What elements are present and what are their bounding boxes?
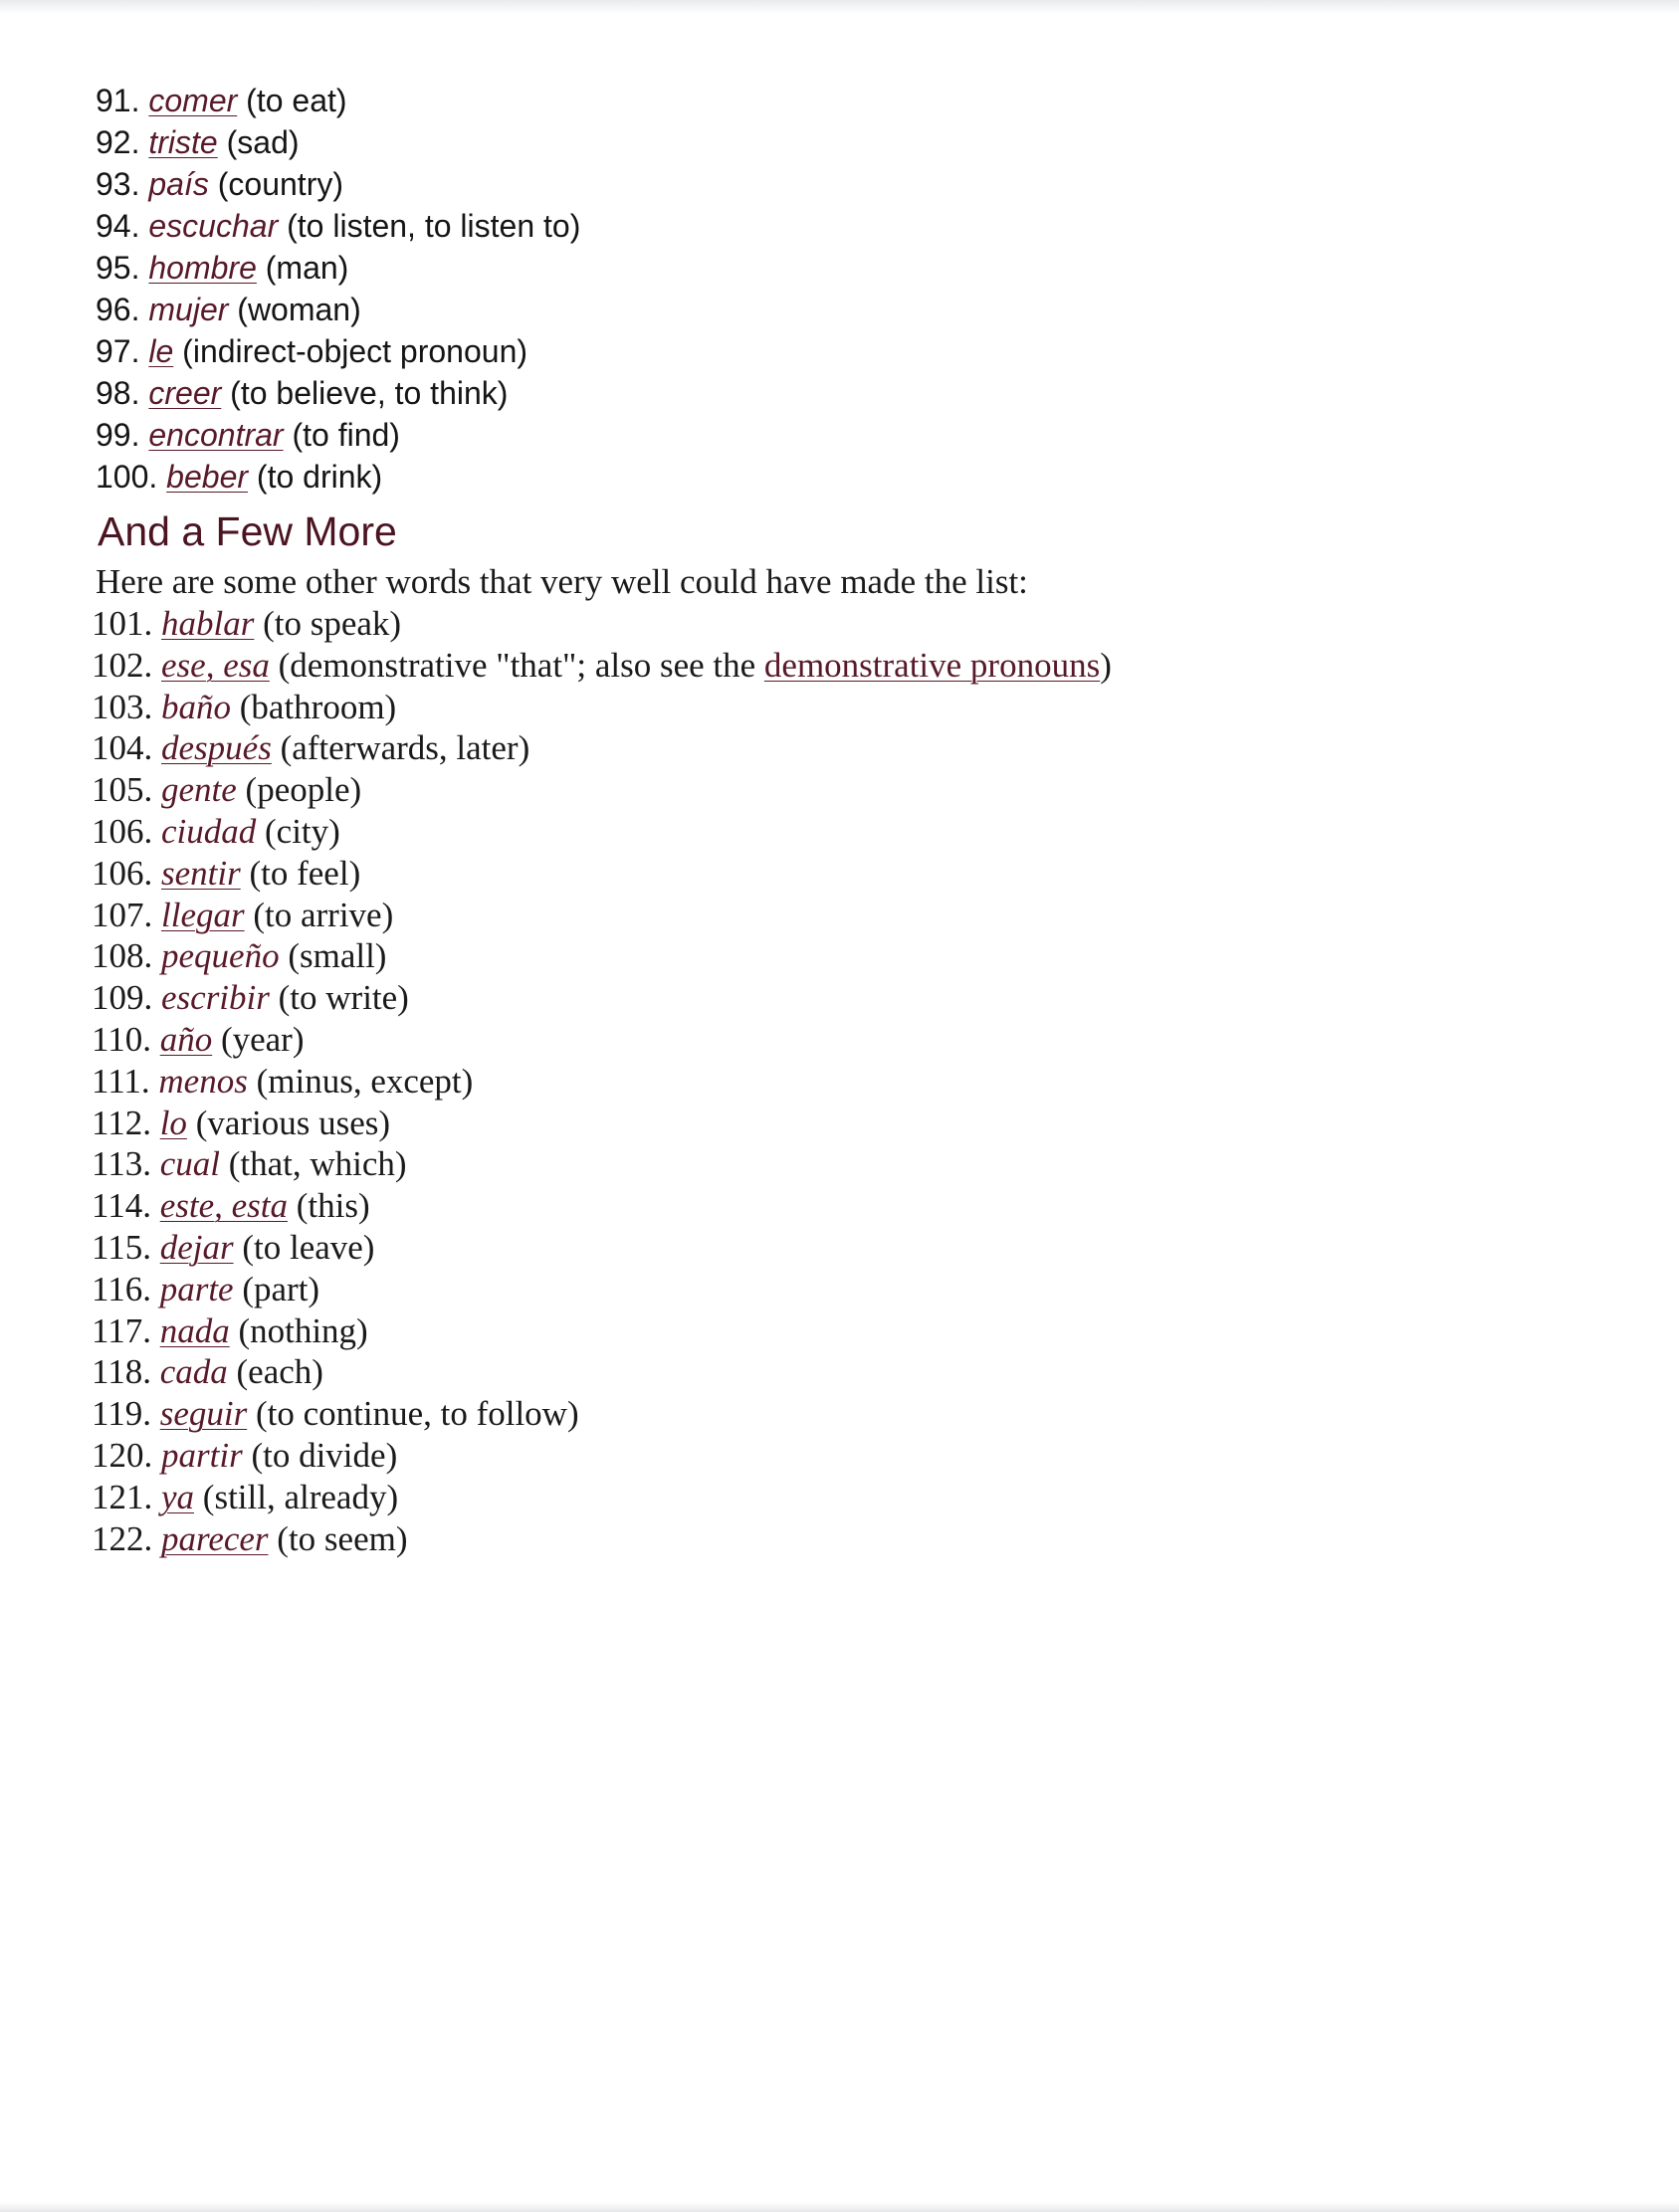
word-list-101-122 xyxy=(92,603,1588,1559)
section-intro: Here are some other words that very well could have made the list: xyxy=(96,562,1028,601)
word-entry xyxy=(92,1185,1588,1227)
entry-number: 121. xyxy=(92,1477,153,1516)
word-entry xyxy=(92,1435,1588,1477)
word-entry xyxy=(92,935,1588,977)
word-gloss: (to feel) xyxy=(249,853,361,893)
word-entry xyxy=(92,1019,1588,1061)
word-link[interactable]: le xyxy=(148,333,174,369)
demonstrative-pronouns-link[interactable]: demonstrative pronouns xyxy=(763,645,1101,685)
word-gloss: (each) xyxy=(236,1352,323,1392)
word-gloss: (to find) xyxy=(292,417,400,453)
word-gloss: (indirect-object pronoun) xyxy=(182,333,528,369)
entry-number: 92. xyxy=(96,124,140,160)
word-link[interactable]: lo xyxy=(159,1103,187,1142)
word-gloss: (to listen, to listen to) xyxy=(287,208,581,244)
word-entry xyxy=(92,853,1588,895)
word-term: mujer xyxy=(148,292,229,327)
entry-number: 99. xyxy=(96,417,140,453)
entry-number: 106. xyxy=(92,811,153,851)
entry-number: 105. xyxy=(92,770,153,810)
word-link[interactable]: ese, esa xyxy=(161,645,270,685)
word-entry xyxy=(96,456,1588,498)
word-term: cual xyxy=(159,1144,220,1184)
word-term: ciudad xyxy=(161,811,257,851)
word-entry xyxy=(96,414,1588,456)
word-entry xyxy=(92,1518,1588,1560)
word-gloss: (sad) xyxy=(226,124,300,160)
entry-number: 110. xyxy=(92,1019,151,1059)
word-gloss: (country) xyxy=(217,166,343,202)
word-gloss: (year) xyxy=(220,1019,305,1059)
word-link[interactable]: nada xyxy=(159,1310,230,1350)
word-entry xyxy=(96,121,1588,163)
word-gloss: (man) xyxy=(265,250,349,286)
word-gloss: (to believe, to think) xyxy=(230,375,509,411)
word-link[interactable]: ya xyxy=(161,1477,195,1516)
word-gloss: (demonstrative "that"; also see the xyxy=(278,645,756,685)
word-link[interactable]: hombre xyxy=(148,250,257,286)
word-gloss: (bathroom) xyxy=(239,687,397,726)
word-link[interactable]: llegar xyxy=(161,895,245,934)
word-link[interactable]: seguir xyxy=(159,1394,248,1434)
entry-number: 97. xyxy=(96,333,140,369)
entry-number: 96. xyxy=(96,292,140,327)
word-entry xyxy=(92,1310,1588,1352)
word-term: gente xyxy=(161,770,237,810)
entry-number: 94. xyxy=(96,208,140,244)
word-entry xyxy=(92,1393,1588,1435)
word-link[interactable]: creer xyxy=(148,375,222,411)
entry-number: 103. xyxy=(92,687,153,726)
word-entry xyxy=(92,645,1588,687)
word-entry xyxy=(96,372,1588,414)
entry-number: 114. xyxy=(92,1186,151,1226)
scan-top-edge xyxy=(0,0,1679,14)
word-entry xyxy=(96,205,1588,247)
word-gloss: (to seem) xyxy=(277,1518,408,1558)
word-gloss: (that, which) xyxy=(228,1144,407,1184)
word-entry xyxy=(92,603,1588,645)
word-gloss: (small) xyxy=(288,936,387,976)
word-gloss: (minus, except) xyxy=(256,1061,474,1101)
entry-number: 118. xyxy=(92,1352,151,1392)
word-gloss: (to drink) xyxy=(256,459,383,495)
entry-number: 101. xyxy=(92,604,153,643)
word-link[interactable]: año xyxy=(159,1019,213,1059)
entry-number: 108. xyxy=(92,936,153,976)
word-term: partir xyxy=(161,1435,243,1475)
word-term: escuchar xyxy=(148,208,279,244)
scan-bottom-edge xyxy=(0,2202,1679,2212)
word-entry xyxy=(92,1351,1588,1393)
word-gloss: (to write) xyxy=(278,978,409,1018)
word-term: baño xyxy=(161,687,231,726)
word-entry xyxy=(92,727,1588,769)
entry-number: 95. xyxy=(96,250,140,286)
word-gloss: (various uses) xyxy=(195,1103,391,1142)
word-gloss: (afterwards, later) xyxy=(280,728,530,768)
word-term: pequeño xyxy=(161,936,280,976)
word-entry xyxy=(92,811,1588,853)
section-title: And a Few More xyxy=(98,508,397,554)
word-gloss: (people) xyxy=(245,770,362,810)
word-link[interactable]: beber xyxy=(166,459,249,495)
entry-number: 93. xyxy=(96,166,140,202)
word-link[interactable]: parecer xyxy=(161,1518,269,1558)
word-link[interactable]: este, esta xyxy=(159,1186,288,1226)
word-gloss: (to speak) xyxy=(263,604,402,643)
entry-number: 112. xyxy=(92,1103,151,1142)
word-gloss: (to arrive) xyxy=(253,895,394,934)
entry-number: 122. xyxy=(92,1518,153,1558)
entry-number: 106. xyxy=(92,853,153,893)
word-link[interactable]: después xyxy=(161,728,272,768)
word-gloss: (to leave) xyxy=(242,1227,375,1267)
entry-number: 104. xyxy=(92,728,153,768)
word-link[interactable]: triste xyxy=(148,124,218,160)
entry-number: 115. xyxy=(92,1227,151,1267)
word-entry xyxy=(96,289,1588,330)
word-term: menos xyxy=(158,1061,248,1101)
word-entry xyxy=(92,1227,1588,1269)
word-entry xyxy=(92,769,1588,811)
document-page xyxy=(92,80,1588,1559)
word-entry xyxy=(96,163,1588,205)
word-term: país xyxy=(148,166,209,202)
word-gloss: (city) xyxy=(265,811,340,851)
entry-number: 113. xyxy=(92,1144,151,1184)
word-gloss: (part) xyxy=(242,1269,320,1308)
word-link[interactable]: comer xyxy=(148,83,238,118)
word-entry xyxy=(92,1061,1588,1103)
word-entry xyxy=(92,1269,1588,1310)
word-gloss: (to eat) xyxy=(246,83,347,118)
word-link[interactable]: dejar xyxy=(159,1227,234,1267)
entry-number: 102. xyxy=(92,645,153,685)
word-term: cada xyxy=(159,1352,228,1392)
word-list-91-100 xyxy=(96,80,1588,498)
entry-number: 91. xyxy=(96,83,140,118)
entry-number: 119. xyxy=(92,1394,151,1434)
word-entry xyxy=(92,1477,1588,1518)
word-gloss: (to continue, to follow) xyxy=(255,1394,579,1434)
word-entry xyxy=(92,1103,1588,1144)
word-entry xyxy=(96,80,1588,121)
word-entry xyxy=(92,895,1588,936)
word-entry xyxy=(96,330,1588,372)
word-term: escribir xyxy=(161,978,270,1018)
word-entry xyxy=(92,1143,1588,1185)
word-link[interactable]: encontrar xyxy=(148,417,284,453)
word-link[interactable]: sentir xyxy=(161,853,241,893)
entry-number: 117. xyxy=(92,1310,151,1350)
word-term: parte xyxy=(159,1269,234,1308)
word-link[interactable]: hablar xyxy=(161,604,255,643)
entry-number: 111. xyxy=(92,1061,150,1101)
entry-number: 116. xyxy=(92,1269,151,1308)
entry-number: 100. xyxy=(96,459,158,495)
word-gloss: (nothing) xyxy=(238,1310,368,1350)
entry-number: 120. xyxy=(92,1435,153,1475)
word-entry xyxy=(92,687,1588,728)
entry-number: 98. xyxy=(96,375,140,411)
word-gloss: (to divide) xyxy=(251,1435,398,1475)
word-entry xyxy=(92,977,1588,1019)
word-entry xyxy=(96,247,1588,289)
word-gloss: (woman) xyxy=(237,292,361,327)
word-gloss: (this) xyxy=(296,1186,370,1226)
gloss-tail: ) xyxy=(1100,645,1112,685)
entry-number: 109. xyxy=(92,978,153,1018)
word-gloss: (still, already) xyxy=(202,1477,399,1516)
entry-number: 107. xyxy=(92,895,153,934)
